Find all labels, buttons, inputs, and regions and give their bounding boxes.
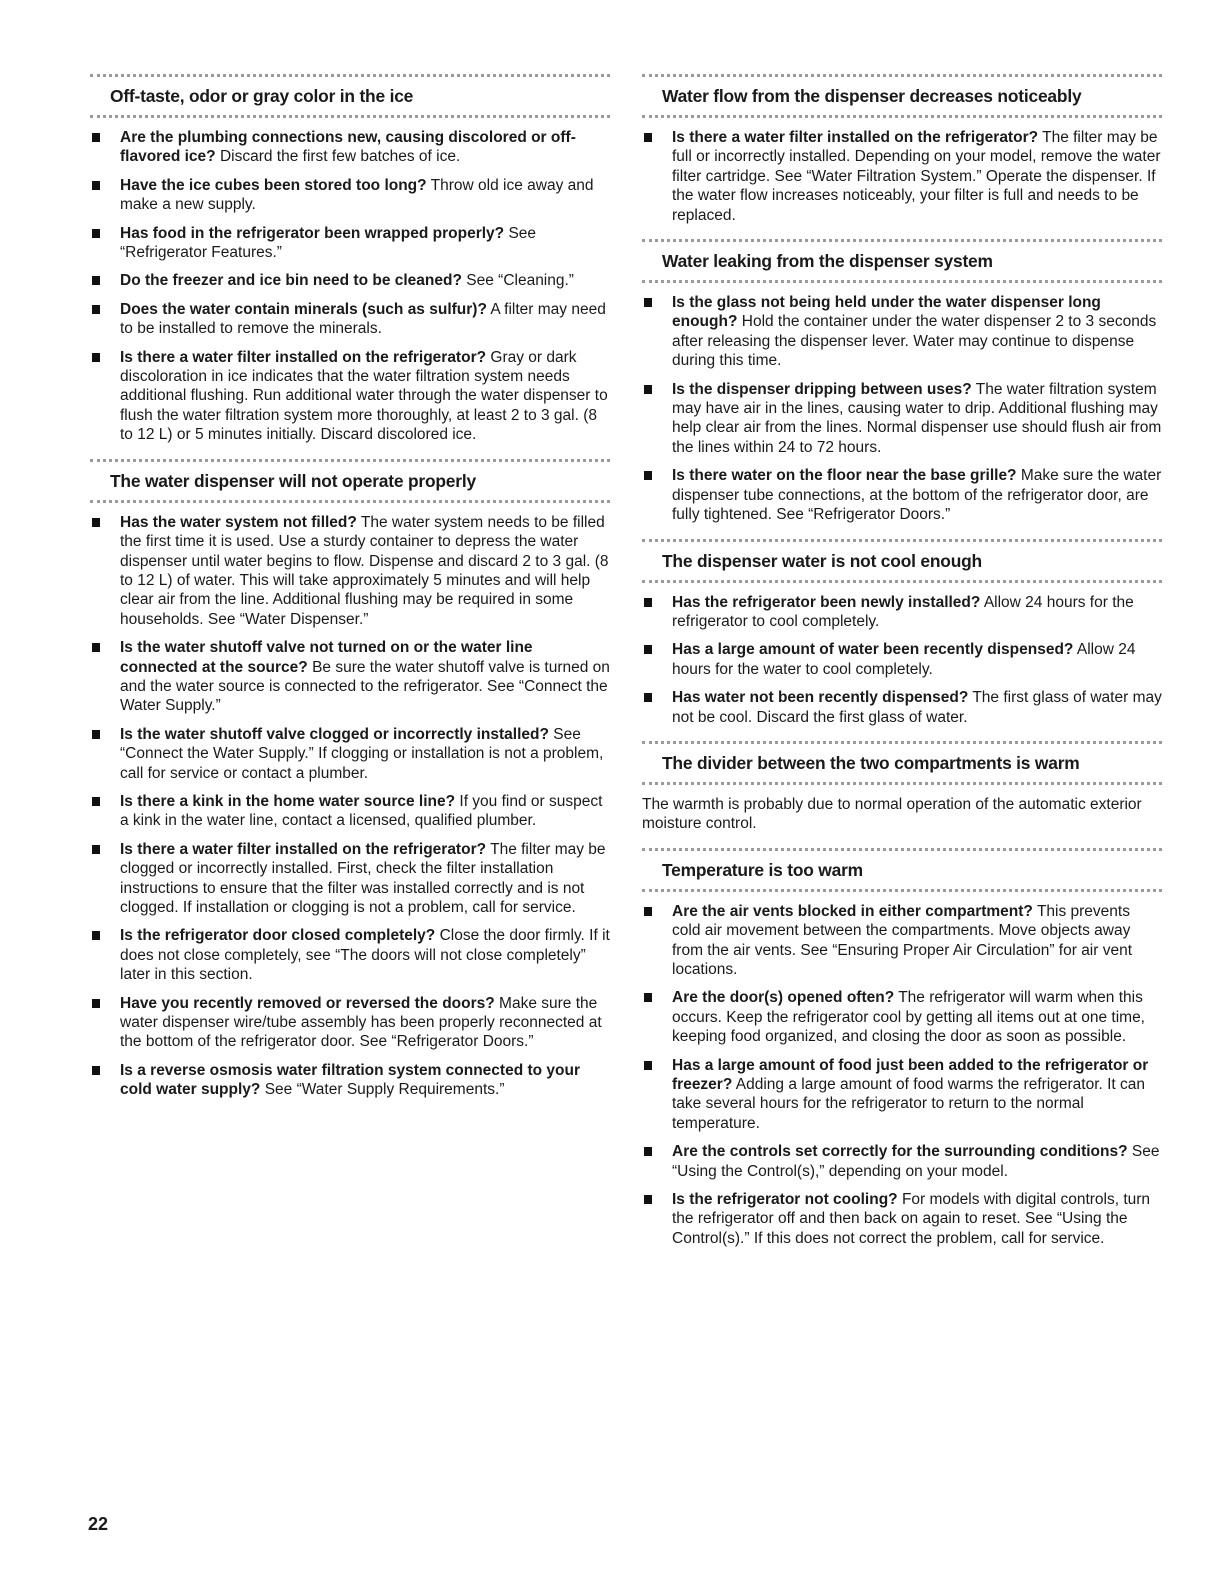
square-bullet-icon: [92, 931, 100, 940]
question-text: Is the refrigerator not cooling?: [672, 1191, 898, 1209]
answer-text: See “Cleaning.”: [466, 272, 574, 290]
section-heading: The dispenser water is not cool enough: [642, 539, 1162, 583]
right-column: [642, 74, 1162, 1262]
section-water-leaking-from-the-dispenser-system: [642, 239, 1162, 524]
question-text: Has a large amount of water been recently dispensed?: [672, 641, 1074, 659]
answer-text: See “Using the Control(s),” depending on your model.: [672, 1143, 1160, 1180]
list-item: [90, 300, 610, 339]
square-bullet-icon: [92, 845, 100, 854]
list-item: [90, 926, 610, 984]
square-bullet-icon: [92, 1066, 100, 1075]
question-list: [642, 593, 1162, 727]
square-bullet-icon: [92, 181, 100, 190]
question-text: Does the water contain minerals (such as sulfur)?: [120, 300, 487, 318]
square-bullet-icon: [92, 353, 100, 362]
question-text: Is there a water filter installed on the refrigerator?: [120, 840, 487, 858]
question-text: Is there water on the floor near the base grille?: [672, 467, 1017, 485]
question-text: Is a reverse osmosis water filtration system connected to your cold water supply?: [120, 1061, 580, 1099]
question-text: Has food in the refrigerator been wrapped properly?: [120, 224, 505, 242]
section-heading: Water flow from the dispenser decreases noticeably: [642, 74, 1162, 118]
question-text: Have the ice cubes been stored too long?: [120, 176, 427, 194]
answer-text: Allow 24 hours for the water to cool completely.: [672, 641, 1136, 678]
list-item: [90, 994, 610, 1052]
list-item: [90, 176, 610, 215]
list-item: [90, 513, 610, 629]
square-bullet-icon: [92, 229, 100, 238]
answer-text: Adding a large amount of food warms the refrigerator. It can take several hours for the refrigerator to return to the normal temperature.: [672, 1076, 1146, 1132]
answer-text: This prevents cold air movement between the compartments. Move objects away from the air vents. See “Ensuring Proper Air Circulation” for air vent locations.: [672, 902, 1133, 978]
section-heading: The water dispenser will not operate properly: [90, 459, 610, 503]
list-item: [642, 293, 1162, 371]
answer-text: See “Water Supply Requirements.”: [264, 1081, 505, 1099]
list-item: [90, 348, 610, 445]
question-text: Is the water shutoff valve not turned on or the water line connected at the source?: [120, 639, 533, 676]
answer-text: Gray or dark discoloration in ice indicates that the water filtration system needs additional flushing. Run additional water through the water dispenser to flush the water filtration system more thoroughly, at least 2 to 3 gal. (8 to 12 L) or 5 minutes initially. Discard discolored ice.: [120, 348, 608, 444]
answer-text: See “Connect the Water Supply.” If clogging or installation is not a problem, call for service or contact a plumber.: [120, 725, 604, 782]
section-heading: Water leaking from the dispenser system: [642, 239, 1162, 283]
answer-text: Hold the container under the water dispenser 2 to 3 seconds after releasing the dispenser lever. Water may continue to dispense during this time.: [672, 313, 1157, 370]
square-bullet-icon: [644, 645, 652, 654]
question-text: Has a large amount of food just been added to the refrigerator or freezer?: [672, 1056, 1149, 1093]
answer-text: The filter may be clogged or incorrectly installed. First, check the filter installation instructions to ensure that the filter was installed correctly and is not clogged. If installation or clogging is not a problem, call for service.: [120, 840, 606, 916]
question-text: Is the glass not being held under the water dispenser long enough?: [672, 294, 1101, 331]
section-the-divider-between-the-two-compartments-is-warm: [642, 741, 1162, 834]
question-text: Are the plumbing connections new, causing discolored or off-flavored ice?: [120, 129, 576, 166]
question-text: Has water not been recently dispensed?: [672, 689, 969, 707]
section-paragraph: The warmth is probably due to normal operation of the automatic exterior moisture control.: [642, 795, 1142, 833]
section-heading: The divider between the two compartments is warm: [642, 741, 1162, 785]
list-item: [642, 902, 1162, 980]
list-item: [642, 466, 1162, 524]
question-text: Is the refrigerator door closed completely?: [120, 927, 436, 945]
list-item: [90, 128, 610, 167]
square-bullet-icon: [92, 276, 100, 285]
square-bullet-icon: [644, 1061, 652, 1070]
answer-text: The refrigerator will warm when this occurs. Keep the refrigerator cool by getting all items out at one time, keeping food organized, and closing the door as soon as possible.: [672, 989, 1145, 1046]
section-heading: Temperature is too warm: [642, 848, 1162, 892]
question-text: Has the refrigerator been newly installed?: [672, 593, 981, 611]
list-item: [642, 380, 1162, 458]
question-list: [642, 293, 1162, 524]
answer-text: A filter may need to be installed to remove the minerals.: [120, 300, 606, 338]
list-item: [90, 638, 610, 716]
question-text: Have you recently removed or reversed the doors?: [120, 994, 495, 1012]
section-temperature-is-too-warm: [642, 848, 1162, 1249]
square-bullet-icon: [644, 385, 652, 394]
square-bullet-icon: [644, 1195, 652, 1204]
square-bullet-icon: [644, 907, 652, 916]
answer-text: Discard the first few batches of ice.: [219, 148, 461, 166]
question-text: Is there a water filter installed on the refrigerator?: [120, 348, 487, 366]
question-list: [90, 128, 610, 445]
answer-text: The filter may be full or incorrectly installed. Depending on your model, remove the water filter cartridge. See “Water Filtration System.” Operate the dispenser. If the water flow increases noticeably, your filter is full and needs to be replaced.: [672, 129, 1161, 224]
question-list: [642, 902, 1162, 1249]
question-text: Is the dispenser dripping between uses?: [672, 380, 972, 398]
list-item: [90, 725, 610, 783]
question-list: [90, 513, 610, 1100]
square-bullet-icon: [644, 471, 652, 480]
square-bullet-icon: [644, 598, 652, 607]
square-bullet-icon: [644, 1147, 652, 1156]
list-item: [642, 1190, 1162, 1248]
answer-text: Make sure the water dispenser wire/tube assembly has been properly reconnected at the bottom of the refrigerator door. See “Refrigerator Doors.”: [120, 994, 602, 1051]
list-item: [642, 988, 1162, 1046]
answer-text: Be sure the water shutoff valve is turned on and the water source is connected to the refrigerator. See “Connect the Water Supply.”: [120, 658, 610, 715]
list-item: [90, 1061, 610, 1100]
square-bullet-icon: [644, 133, 652, 142]
answer-text: Make sure the water dispenser tube connections, at the bottom of the refrigerator door, are fully tightened. See “Refrigerator Doors.”: [672, 467, 1162, 524]
answer-text: The water filtration system may have air in the lines, causing water to drip. Additional flushing may help clear air from the lines. Normal dispenser use should flush air from the lines within 24 to 72 hours.: [672, 380, 1162, 456]
list-item: [642, 128, 1162, 225]
square-bullet-icon: [92, 133, 100, 142]
question-text: Are the door(s) opened often?: [672, 989, 895, 1007]
section-the-dispenser-water-is-not-cool-enough: [642, 539, 1162, 727]
list-item: [642, 593, 1162, 632]
list-item: [90, 224, 610, 263]
question-text: Are the controls set correctly for the surrounding conditions?: [672, 1143, 1128, 1161]
square-bullet-icon: [644, 993, 652, 1002]
question-list: [642, 128, 1162, 225]
page-number: 22: [88, 1514, 109, 1534]
list-item: [90, 792, 610, 831]
section-heading: Off-taste, odor or gray color in the ice: [90, 74, 610, 118]
answer-text: Throw old ice away and make a new supply.: [120, 176, 594, 214]
answer-text: If you find or suspect a kink in the water line, contact a licensed, qualified plumber.: [120, 792, 603, 830]
list-item: [642, 688, 1162, 727]
square-bullet-icon: [92, 999, 100, 1008]
section-off-taste-odor-or-gray-color-in-the-ice: [90, 74, 610, 445]
square-bullet-icon: [644, 298, 652, 307]
square-bullet-icon: [92, 643, 100, 652]
section-water-flow-from-the-dispenser-decreases-noticeably: [642, 74, 1162, 225]
square-bullet-icon: [92, 518, 100, 527]
question-text: Is the water shutoff valve clogged or incorrectly installed?: [120, 725, 549, 743]
list-item: [642, 640, 1162, 679]
answer-text: Allow 24 hours for the refrigerator to cool completely.: [672, 593, 1134, 630]
square-bullet-icon: [92, 797, 100, 806]
answer-text: The water system needs to be filled the first time it is used. Use a sturdy container to depress the water dispenser until water begins to flow. Dispense and discard 2 to 3 gal. (8 to 12 L) of water. This will take approximately 5 minutes and will help clear air from the line. Additional flushing may be required in some households. See “Water Dispenser.”: [120, 513, 609, 628]
square-bullet-icon: [644, 693, 652, 702]
square-bullet-icon: [92, 730, 100, 739]
question-text: Is there a water filter installed on the refrigerator?: [672, 129, 1039, 146]
list-item: [642, 1142, 1162, 1181]
answer-text: See “Refrigerator Features.”: [120, 224, 537, 262]
question-text: Are the air vents blocked in either compartment?: [672, 902, 1033, 920]
answer-text: The first glass of water may not be cool. Discard the first glass of water.: [672, 689, 1162, 726]
question-text: Has the water system not filled?: [120, 513, 357, 531]
section-the-water-dispenser-will-not-operate-properly: [90, 459, 610, 1100]
list-item: [90, 840, 610, 918]
answer-text: Close the door firmly. If it does not close completely, see “The doors will not close completely” later in this section.: [120, 927, 610, 984]
list-item: [642, 1056, 1162, 1134]
question-text: Do the freezer and ice bin need to be cleaned?: [120, 272, 462, 290]
list-item: [90, 271, 610, 290]
left-column: [90, 74, 610, 1114]
question-text: Is there a kink in the home water source line?: [120, 792, 456, 810]
square-bullet-icon: [92, 305, 100, 314]
answer-text: For models with digital controls, turn the refrigerator off and then back on again to reset. See “Using the Control(s).” If this does not correct the problem, call for service.: [672, 1191, 1151, 1247]
